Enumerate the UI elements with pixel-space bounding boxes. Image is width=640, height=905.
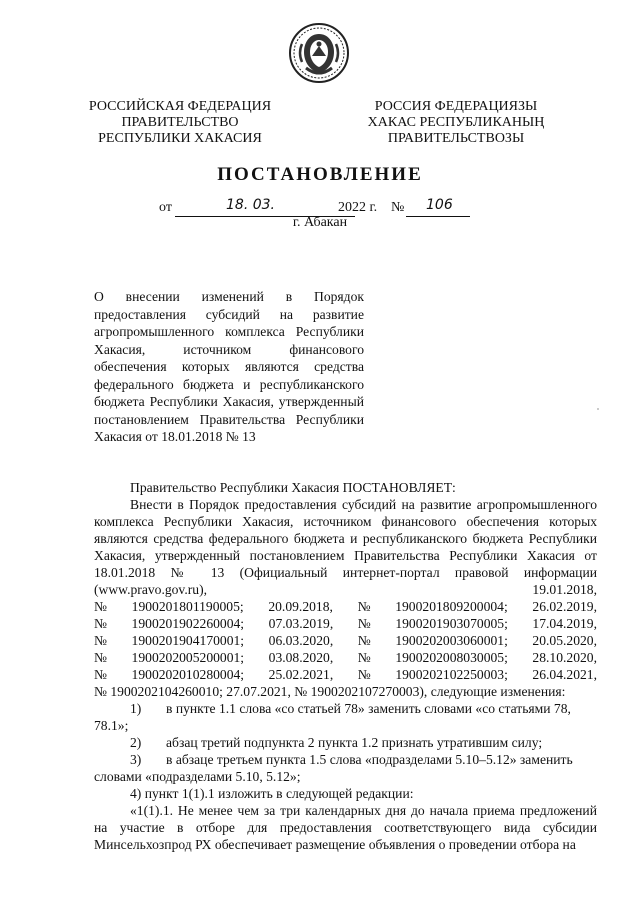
ref-cell: 1900201809200004; (395, 599, 508, 614)
preamble: Правительство Республики Хакасия ПОСТАНОВЛЯЕТ: (130, 480, 456, 495)
handwritten-number: 106 (426, 197, 453, 213)
list-item-text: в пункте 1.1 слова «со статьей 78» заменить словами «со статьями 78, (166, 701, 571, 716)
ref-cell: 1900201902260004; (131, 616, 245, 631)
from-label: от (159, 200, 172, 215)
ref-cell: 26.02.2019, (532, 599, 597, 614)
paragraph-item-4-text: «1(1).1. Не менее чем за три календарных дня до начала приема предложений на участие в отборе для предоставления соответствующего вида субсидии Минсельхозпрод РХ обеспечивает размещение объявления о проведении отбора на (94, 803, 597, 852)
republic-of-khakassia-emblem-icon (288, 22, 350, 84)
ref-cell: № (94, 599, 107, 614)
ref-cell: № (357, 616, 371, 631)
list-item-text: абзац третий подпункта 2 пункта 1.2 признать утратившим силу; (166, 735, 543, 750)
reference-row (94, 649, 597, 666)
ref-cell: № (94, 650, 107, 665)
list-item-text: в абзаце третьем пункта 1.5 слова «подразделами 5.10–5.12» заменить (166, 752, 573, 767)
list-item-continuation: словами «подразделами 5.10, 5.12»; (94, 769, 301, 784)
ref-cell: 20.05.2020, (532, 633, 597, 648)
ref-cell: № (357, 667, 371, 682)
paragraph-item-4: 4) пункт 1(1).1 изложить в следующей редакции: (130, 786, 414, 801)
paragraph-intro: Внести в Порядок предоставления субсидий на развитие агропромышленного комплекса Республики Хакасия, источником финансового обеспечения которых являются средства федерального бюджета и республиканского бюджета Республики Хакасия, утвержденный постановлением Правительства Республики Хакасия от 18.01.2018 № 13 (Официальный интернет-портал правовой информации (www.pravo.gov.ru), 19.01.2018, (94, 497, 597, 597)
list-item (94, 700, 597, 717)
reference-row (94, 666, 597, 683)
header-right-line: ПРАВИТЕЛЬСТВОЗЫ (387, 131, 525, 146)
ref-cell: № (357, 650, 371, 665)
ref-cell: 1900201904170001; (131, 633, 245, 648)
ref-cell: № (357, 633, 371, 648)
ref-cell: 25.02.2021, (268, 667, 334, 682)
ref-cell: 26.04.2021, (532, 667, 597, 682)
ref-cell: 1900201801190005; (131, 599, 244, 614)
number-label: № (391, 200, 405, 215)
city: г. Абакан (292, 215, 348, 230)
header-right-line: ХАКАС РЕСПУБЛИКАНЫҢ (367, 115, 545, 130)
ref-cell: 07.03.2019, (268, 616, 334, 631)
ref-cell: № (94, 633, 107, 648)
subject-block (94, 288, 364, 446)
subject-text: О внесении изменений в Порядок предоставления субсидий на развитие агропромышленного комплекса Республики Хакасия, источником финансового обеспечения которых являются средства федерального бюджета и республиканского бюджета Республики Хакасия, утвержденный постановлением Правительства Республики Хакасия от 18.01.2018 № 13 (94, 289, 364, 444)
handwritten-date: 18. 03. (226, 197, 275, 213)
list-item-number: 2) (130, 735, 142, 750)
year-label: 2022 г. (338, 200, 378, 215)
ref-cell: № (94, 667, 107, 682)
ref-cell: 1900202008030005; (395, 650, 508, 665)
header-right (356, 99, 556, 147)
document-body (94, 479, 597, 853)
ref-cell: 1900201903070005; (395, 616, 508, 631)
ref-cell: 06.03.2020, (268, 633, 334, 648)
ref-cell: № (94, 616, 107, 631)
ref-cell: 20.09.2018, (268, 599, 333, 614)
header-left-line: ПРАВИТЕЛЬСТВО (121, 115, 239, 130)
ref-cell: 1900202102250003; (395, 667, 508, 682)
references-table (94, 598, 597, 683)
ref-cell: 17.04.2019, (532, 616, 597, 631)
reference-row (94, 632, 597, 649)
reference-row (94, 598, 597, 615)
header-left-line: РЕСПУБЛИКИ ХАКАСИЯ (98, 131, 262, 146)
header-left (80, 99, 280, 147)
header-right-line: РОССИЯ ФЕДЕРАЦИЯЗЫ (374, 99, 538, 114)
scan-speck (597, 408, 599, 410)
ref-cell: № (357, 599, 371, 614)
ref-cell: 1900202010280004; (131, 667, 245, 682)
header-left-line: РОССИЙСКАЯ ФЕДЕРАЦИЯ (88, 99, 272, 114)
list-item-number: 3) (130, 752, 142, 767)
list-item-continuation: 78.1»; (94, 718, 129, 733)
list-item (94, 751, 597, 768)
document-title: ПОСТАНОВЛЕНИЕ (217, 164, 423, 185)
ref-cell: 1900202005200001; (131, 650, 245, 665)
paragraph-intro-end: № 1900202104260010; 27.07.2021, № 1900202107270003), следующие изменения: (94, 684, 566, 699)
ref-cell: 03.08.2020, (268, 650, 334, 665)
ref-cell: 28.10.2020, (532, 650, 597, 665)
reference-row (94, 615, 597, 632)
list-item-number: 1) (130, 701, 142, 716)
list-item (94, 734, 597, 751)
ref-cell: 1900202003060001; (395, 633, 508, 648)
